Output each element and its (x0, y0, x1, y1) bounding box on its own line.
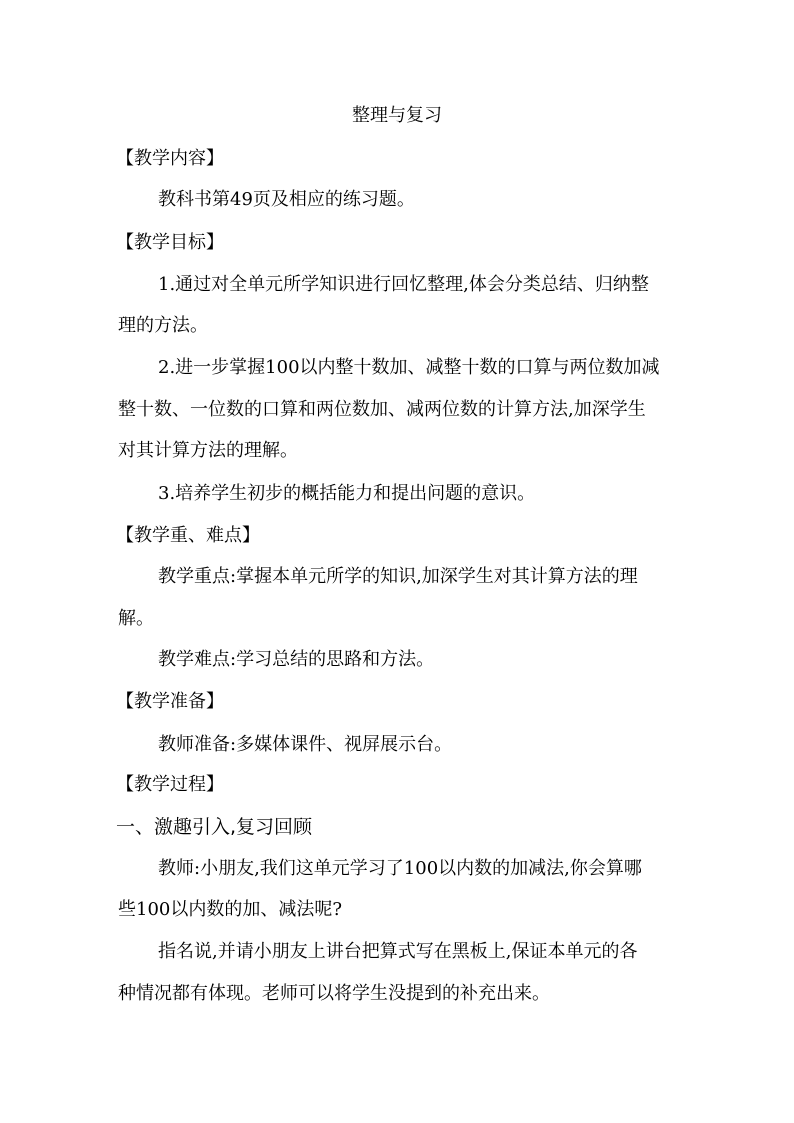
paragraph-line: 教学重点:掌握本单元所学的知识,加深学生对其计算方法的理 (158, 566, 638, 587)
section-heading: 一、激趣引入,复习回顾 (116, 816, 313, 838)
paragraph-line: 些100以内数的加、减法呢? (118, 899, 343, 920)
heading-teaching-content: 【教学内容】 (116, 148, 224, 169)
paragraph-line: 2.进一步掌握100以内整十数加、减整十数的口算与两位数加减 (158, 357, 660, 378)
heading-teaching-process: 【教学过程】 (116, 774, 224, 795)
paragraph-line: 指名说,并请小朋友上讲台把算式写在黑板上,保证本单元的各 (158, 941, 638, 962)
paragraph-line: 教科书第49页及相应的练习题。 (158, 189, 415, 210)
heading-key-points: 【教学重、难点】 (116, 525, 260, 546)
paragraph-line: 3.培养学生初步的概括能力和提出问题的意识。 (158, 483, 536, 504)
paragraph-line: 教师准备:多媒体课件、视屏展示台。 (158, 734, 453, 755)
paragraph-line: 对其计算方法的理解。 (118, 440, 298, 461)
heading-preparation: 【教学准备】 (116, 691, 224, 712)
paragraph-line: 解。 (118, 608, 154, 629)
paragraph-line: 种情况都有体现。老师可以将学生没提到的补充出来。 (118, 983, 550, 1004)
document-title: 整理与复习 (352, 105, 442, 126)
paragraph-line: 理的方法。 (118, 315, 208, 336)
heading-teaching-goals: 【教学目标】 (116, 232, 224, 253)
paragraph-line: 教师:小朋友,我们这单元学习了100以内数的加减法,你会算哪 (158, 858, 642, 879)
paragraph-line: 整十数、一位数的口算和两位数加、减两位数的计算方法,加深学生 (118, 399, 646, 420)
paragraph-line: 1.通过对全单元所学知识进行回忆整理,体会分类总结、归纳整 (158, 274, 649, 295)
paragraph-line: 教学难点:学习总结的思路和方法。 (158, 649, 435, 670)
